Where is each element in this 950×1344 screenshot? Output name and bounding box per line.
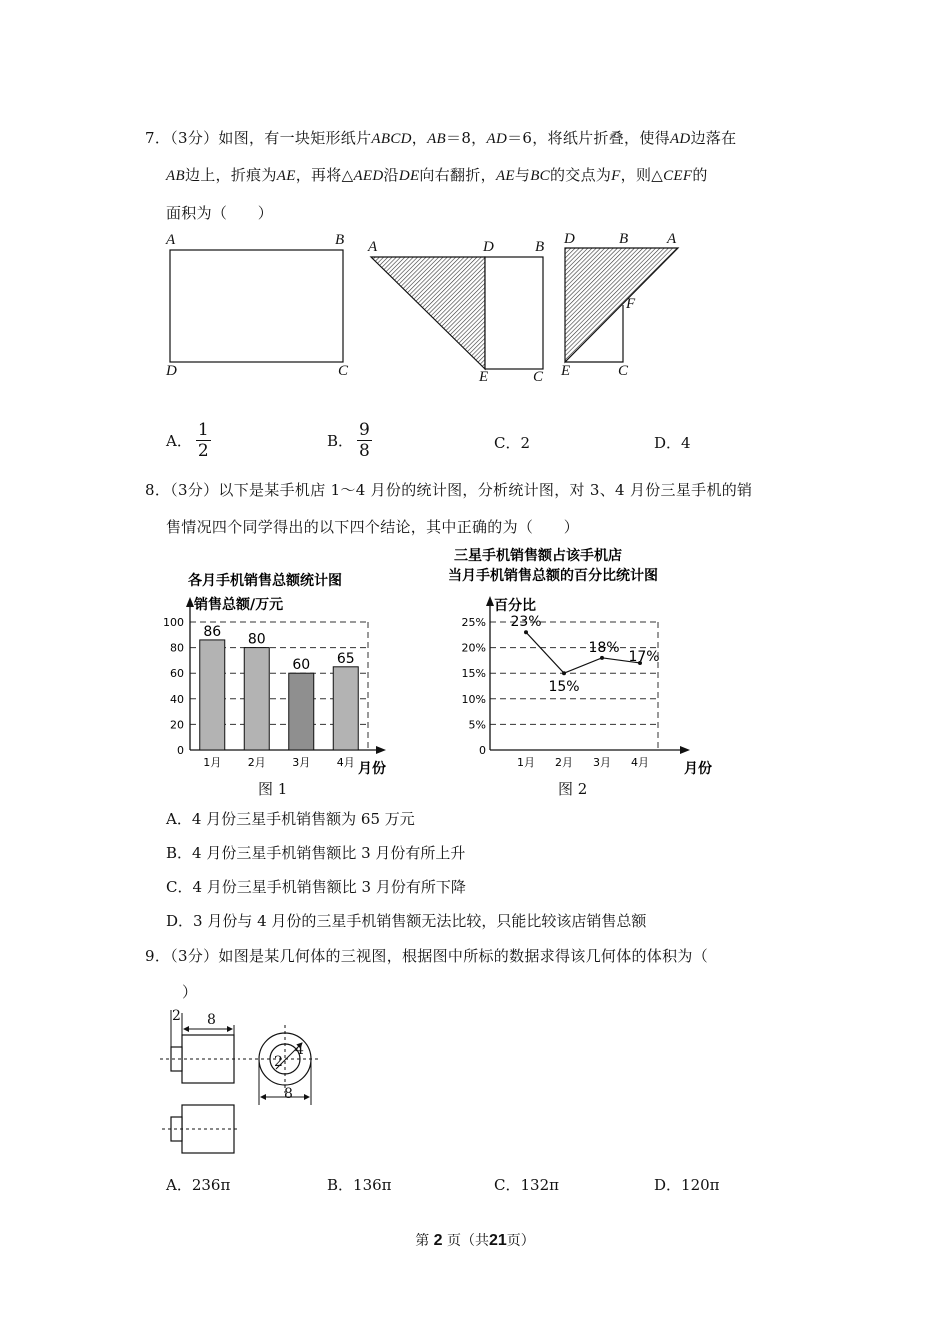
q7-f3-label-D: D <box>564 231 575 247</box>
chart2-y-arrow <box>486 596 494 606</box>
chart2-data-label: 17% <box>628 648 660 665</box>
chart1-data-label: 80 <box>247 631 266 648</box>
q7-f1-label-A: A <box>166 232 176 248</box>
chart2-ytick-label: 0 <box>479 744 486 757</box>
chart1-bar <box>333 667 358 750</box>
chart1-ytick-label: 20 <box>170 718 184 732</box>
q7-f3-label-B: B <box>619 231 629 247</box>
q7-f2-label-A: A <box>368 239 378 255</box>
q7-line-3: 面积为（ ） <box>166 204 274 222</box>
q7-f1-label-B: B <box>335 232 345 248</box>
chart1-data-label: 86 <box>203 623 222 640</box>
q8-option-c[interactable]: C．4 月份三星手机销售额比 3 月份有所下降 <box>166 878 466 896</box>
chart2-ytick-label: 10% <box>461 692 486 706</box>
q9-option-a[interactable]: A．236π <box>166 1176 231 1194</box>
q7-f2-label-D: D <box>483 239 494 255</box>
q8-bar-chart <box>150 565 430 800</box>
chart1-xtick-label: 3月 <box>292 756 311 769</box>
chart2-ytick-label: 25% <box>461 616 486 629</box>
chart2-ylabel: 百分比 <box>494 598 536 614</box>
q7-line-1: 7．（3分）如图，有一块矩形纸片ABCD，AB＝8，AD＝6，将纸片折叠，使得AD边落在 <box>145 129 737 147</box>
q9-option-b[interactable]: B．136π <box>327 1176 392 1194</box>
q9-option-c[interactable]: C．132π <box>494 1176 559 1194</box>
chart1-ytick-label: 0 <box>177 744 184 757</box>
chart1-xlabel: 月份 <box>358 761 386 777</box>
q7-f2-label-E: E <box>479 369 489 385</box>
chart1-x-arrow <box>376 746 386 754</box>
q7-fig1-rect <box>170 250 343 362</box>
q7-f1-label-C: C <box>338 363 349 379</box>
q7-fig3-triangle <box>565 248 678 362</box>
q9-dim-8-top: 8 <box>207 1012 216 1028</box>
q7-f3-label-C: C <box>618 363 629 379</box>
q8-line-2: 售情况四个同学得出的以下四个结论，其中正确的为（ ） <box>166 518 580 536</box>
chart2-point <box>600 656 604 660</box>
chart1-ytick-label: 100 <box>163 616 184 629</box>
q9-line-1: 9．（3分）如图是某几何体的三视图，根据图中所标的数据求得该几何体的体积为（ <box>145 947 709 965</box>
chart2-data-label: 23% <box>510 614 542 631</box>
chart2-title-line-1: 三星手机销售额占该手机店 <box>454 548 622 564</box>
chart2-point <box>524 630 528 634</box>
chart1-bar <box>244 648 269 750</box>
chart2-ytick-label: 5% <box>468 718 486 732</box>
chart1-ytick-label: 40 <box>170 692 184 706</box>
chart2-ytick-label: 20% <box>461 641 486 655</box>
q7-f2-label-B: B <box>535 239 545 255</box>
page-footer: 第 2 页（共21页） <box>415 1232 535 1249</box>
q7-line-2: AB边上，折痕为AE，再将△AED沿DE向右翻折，AE与BC的交点为F，则△CEF的 <box>166 166 708 184</box>
chart1-data-label: 65 <box>336 650 355 667</box>
chart2-data-label: 18% <box>588 639 620 656</box>
chart1-ytick-label: 60 <box>170 667 184 681</box>
chart2-ytick-label: 15% <box>461 667 486 681</box>
q7-fig2-triangle <box>371 257 485 369</box>
q7-fig2-rect <box>485 257 543 369</box>
footer-page-number: 2 <box>433 1232 443 1249</box>
q8-fig1-caption: 图 1 <box>258 780 288 798</box>
q9-three-views <box>158 1005 328 1160</box>
q9-option-d[interactable]: D．120π <box>654 1176 720 1194</box>
q9-number: 9． <box>145 947 171 965</box>
chart2-xtick-label: 4月 <box>631 756 649 769</box>
q7-option-b[interactable]: B． $\frac{9}{8}$ <box>327 420 370 461</box>
chart2-point <box>562 671 566 675</box>
q8-option-d[interactable]: D．3 月份与 4 月份的三星手机销售额无法比较，只能比较该店销售总额 <box>166 912 647 930</box>
q8-number: 8． <box>145 481 171 499</box>
footer-total-pages: 21 <box>489 1232 507 1249</box>
chart1-ylabel: 销售总额/万元 <box>194 597 284 613</box>
q9-dim-4: 4 <box>295 1042 304 1058</box>
chart1-bar <box>289 673 314 750</box>
chart2-x-arrow <box>680 746 690 754</box>
q7-f3-label-A: A <box>667 231 677 247</box>
chart2-xtick-label: 2月 <box>555 756 573 769</box>
q7-option-d[interactable]: D．4 <box>654 434 691 452</box>
chart2-title-line-2: 当月手机销售总额的百分比统计图 <box>448 568 658 584</box>
chart1-ytick-label: 80 <box>170 641 184 655</box>
chart1-y-arrow <box>186 597 194 607</box>
q8-option-a[interactable]: A．4 月份三星手机销售额为 65 万元 <box>166 810 415 828</box>
chart2-xtick-label: 3月 <box>593 756 611 769</box>
q7-number: 7． <box>145 129 171 147</box>
q8-fig2-caption: 图 2 <box>558 780 588 798</box>
chart1-title: 各月手机销售总额统计图 <box>188 573 342 589</box>
q9-dim-2-center: 2 <box>274 1054 283 1070</box>
chart1-data-label: 60 <box>292 657 311 674</box>
q7-f3-label-F: F <box>626 296 636 312</box>
chart2-data-label: 15% <box>548 679 580 696</box>
chart2-xtick-label: 1月 <box>517 756 535 769</box>
chart1-xtick-label: 2月 <box>247 756 266 769</box>
q8-line-1: 8．（3分）以下是某手机店 1～4 月份的统计图，分析统计图，对 3、4 月份三星手机的销 <box>145 481 753 499</box>
q7-option-a-fraction: $\frac{1}{2}$ <box>197 420 209 461</box>
q9-dim-2: 2 <box>172 1008 181 1024</box>
q7-option-c[interactable]: C．2 <box>494 434 531 452</box>
chart1-xtick-label: 4月 <box>336 756 355 769</box>
chart2-xlabel: 月份 <box>684 761 712 777</box>
q9-top-view <box>162 1105 240 1153</box>
q8-line-chart <box>440 540 720 800</box>
q9-line-2: ） <box>182 983 198 1001</box>
q7-f1-label-D: D <box>166 363 177 379</box>
q7-f2-label-C: C <box>533 369 544 385</box>
q7-option-b-fraction: $\frac{9}{8}$ <box>359 420 370 461</box>
q9-dim-8-bottom: 8 <box>284 1086 293 1102</box>
q7-f3-label-E: E <box>561 363 571 379</box>
chart2-series-line <box>526 632 640 673</box>
chart1-xtick-label: 1月 <box>203 756 222 769</box>
q7-option-a[interactable]: A． $\frac{1}{2}$ <box>166 420 209 461</box>
q8-option-b[interactable]: B．4 月份三星手机销售额比 3 月份有所上升 <box>166 844 466 862</box>
chart1-bar <box>200 640 225 750</box>
